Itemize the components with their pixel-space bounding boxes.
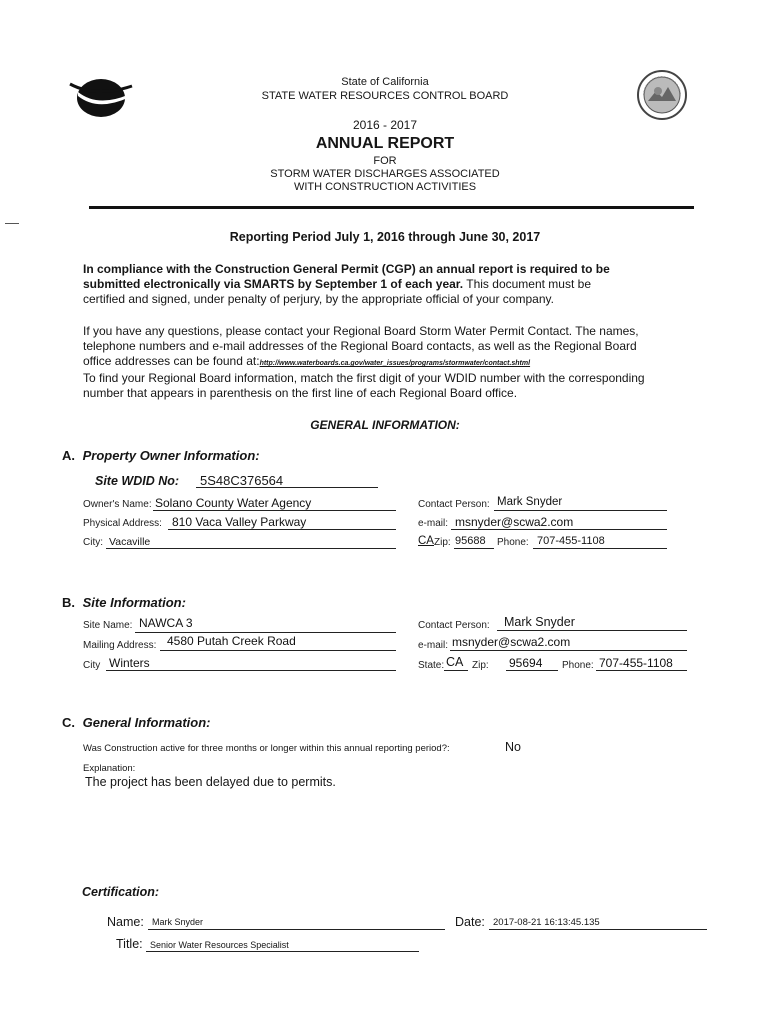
city-label: City: [83, 537, 103, 548]
address-value: 810 Vaca Valley Parkway [172, 515, 307, 529]
site-zip-value: 95694 [509, 656, 543, 670]
site-email-underline [450, 650, 687, 651]
contact-found-at: office addresses can be found at: [83, 354, 260, 368]
site-email-value: msnyder@scwa2.com [452, 635, 571, 649]
owner-underline [153, 510, 396, 511]
construction-question: Was Construction active for three months or longer within this annual reporting period?: [83, 743, 450, 754]
cert-title-underline [146, 951, 419, 952]
cert-title-value: Senior Water Resources Specialist [150, 940, 289, 950]
page-title: ANNUAL REPORT [315, 135, 455, 152]
site-zip-underline [506, 670, 558, 671]
certification-heading: Certification: [82, 885, 160, 899]
mailing-underline [160, 650, 396, 651]
header-subtitle-2: WITH CONSTRUCTION ACTIVITIES [293, 181, 477, 193]
section-b-title: Site Information: [82, 595, 186, 610]
site-phone-underline [596, 670, 687, 671]
cert-name-value: Mark Snyder [152, 917, 204, 927]
wdid-underline [196, 487, 378, 488]
reporting-period: Reporting Period July 1, 2016 through June 30, 2017 [229, 230, 541, 244]
margin-mark [5, 223, 19, 224]
mailing-value: 4580 Putah Creek Road [167, 634, 296, 648]
phone-label: Phone: [497, 537, 529, 548]
compliance-line-1: In compliance with the Construction General Permit (CGP) an annual report is required to be [83, 262, 610, 276]
compliance-note: This document must be [466, 277, 591, 291]
header-subtitle-1: STORM WATER DISCHARGES ASSOCIATED [270, 168, 500, 180]
contact-line-5: number that appears in parenthesis on the first line of each Regional Board office. [83, 386, 518, 400]
contact-line-2: telephone numbers and e-mail addresses of the Regional Board contacts, as well as the Regional Board [83, 339, 637, 353]
email-underline [451, 529, 667, 530]
zip-value: 95688 [455, 535, 486, 547]
section-b-letter: B. [62, 595, 75, 610]
header-for: FOR [373, 155, 397, 167]
zip-underline [454, 548, 494, 549]
contact-line-3 [83, 354, 743, 371]
site-city-value: Winters [109, 656, 150, 670]
general-info-heading: GENERAL INFORMATION: [310, 418, 460, 432]
site-state-value: CA [446, 655, 464, 669]
site-zip-label: Zip: [472, 660, 489, 671]
header-state: State of California [341, 76, 429, 88]
site-name-value: NAWCA 3 [139, 616, 193, 630]
header-rule [89, 206, 694, 209]
site-state-label: State: [418, 660, 445, 671]
site-contact-label: Contact Person: [418, 620, 490, 631]
wdid-value: 5S48C376564 [200, 473, 284, 488]
site-phone-label: Phone: [562, 660, 594, 671]
address-underline [168, 529, 396, 530]
zip-label: Zip: [434, 537, 451, 548]
site-city-label: City [83, 660, 101, 671]
section-c-letter: C. [62, 715, 75, 730]
phone-underline [533, 548, 667, 549]
city-value: Vacaville [109, 536, 151, 548]
contact-label: Contact Person: [418, 499, 490, 510]
contact-line-4: To find your Regional Board information, match the first digit of your WDID number with the corresponding [83, 371, 645, 385]
explanation-text: The project has been delayed due to permits. [85, 775, 336, 789]
compliance-deadline: submitted electronically via SMARTS by September 1 of each year. [83, 277, 464, 291]
cert-date-value: 2017-08-21 16:13:45.135 [493, 917, 600, 928]
contact-value: Mark Snyder [497, 496, 563, 508]
explanation-label: Explanation: [83, 763, 136, 774]
section-a-title: Property Owner Information: [82, 448, 260, 463]
mailing-label: Mailing Address: [83, 640, 157, 651]
section-c-title: General Information: [82, 715, 211, 730]
state-value: CA [418, 535, 434, 547]
site-name-underline [135, 632, 396, 633]
contact-line-1: If you have any questions, please contact your Regional Board Storm Water Permit Contact. The names, [83, 324, 639, 338]
section-b-heading [62, 595, 186, 610]
section-a-letter: A. [62, 448, 75, 463]
site-email-label: e-mail: [418, 640, 449, 651]
address-label: Physical Address: [83, 518, 162, 529]
cert-date-label: Date: [455, 915, 485, 929]
city-underline [106, 548, 396, 549]
email-value: msnyder@scwa2.com [455, 515, 574, 529]
contact-underline [494, 510, 667, 511]
construction-answer: No [505, 740, 521, 754]
cert-title-label: Title: [116, 937, 143, 951]
email-label: e-mail: [418, 518, 449, 529]
site-contact-value: Mark Snyder [504, 615, 575, 629]
cert-date-underline [489, 929, 707, 930]
section-c-heading [62, 715, 210, 730]
phone-value: 707-455-1108 [537, 535, 605, 547]
site-state-underline [444, 670, 468, 671]
site-phone-value: 707-455-1108 [599, 656, 673, 670]
compliance-line-3: certified and signed, under penalty of perjury, by the appropriate official of your company. [83, 292, 554, 306]
regional-board-link[interactable]: http://www.waterboards.ca.gov/water_issues/programs/stormwater/contact.shtml [259, 360, 531, 367]
site-city-underline [106, 670, 396, 671]
owner-value: Solano County Water Agency [155, 496, 312, 510]
compliance-line-2 [83, 277, 743, 292]
cert-name-underline [148, 929, 445, 930]
wdid-label: Site WDID No: [95, 474, 180, 488]
owner-label: Owner's Name: [83, 499, 152, 510]
cert-name-label: Name: [107, 915, 144, 929]
header-years: 2016 - 2017 [352, 118, 418, 132]
section-a-heading [62, 448, 260, 463]
header-board: STATE WATER RESOURCES CONTROL BOARD [261, 90, 509, 102]
site-name-label: Site Name: [83, 620, 133, 631]
site-contact-underline [497, 630, 687, 631]
